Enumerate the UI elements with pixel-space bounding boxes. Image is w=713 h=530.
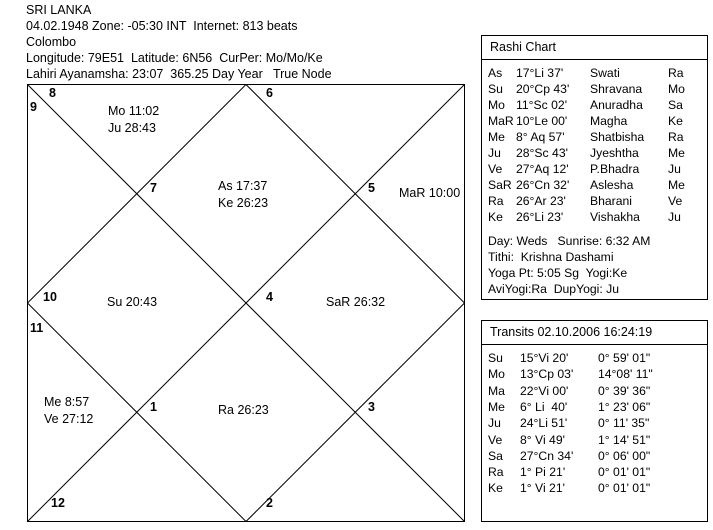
header-location: SRI LANKA: [26, 3, 92, 17]
transit-row: [482, 350, 707, 366]
rashi-yoga: Yoga Pt: 5:05 Sg Yogi:Ke: [488, 266, 628, 280]
rashi-nakshatra: Vishakha: [590, 210, 640, 224]
transit-motion: 14°08' 11": [598, 367, 653, 382]
rashi-chart-panel: [481, 35, 708, 300]
planets-house-7: As 17:37 Ke 26:23: [218, 179, 269, 210]
house-number-12: 12: [51, 496, 65, 510]
rashi-aviyogi: AviYogi:Ra DupYogi: Ju: [488, 282, 619, 296]
rashi-position: 26°Cn 32': [516, 178, 570, 192]
transit-position: 6° Li 40': [520, 399, 568, 414]
transit-position: 22°Vi 00': [520, 383, 569, 398]
rashi-row: [482, 209, 707, 225]
rashi-lord: Sa: [668, 98, 683, 112]
transit-planet: Me: [488, 399, 505, 414]
rashi-lord: Ve: [668, 194, 683, 208]
transit-row: [482, 383, 707, 399]
header-ayanamsha: Lahiri Ayanamsha: 23:07 365.25 Day Year True Node: [26, 67, 332, 81]
header-coordinates: Longitude: 79E51 Latitude: 6N56 CurPer: Mo/Mo/Ke: [26, 51, 323, 65]
rashi-lord: Ju: [668, 162, 681, 176]
rashi-planet: Me: [488, 130, 505, 144]
rashi-lord: Me: [668, 178, 685, 192]
rashi-planet: SaR: [488, 178, 512, 192]
rashi-lord: Me: [668, 146, 685, 160]
rashi-day-sunrise: Day: Weds Sunrise: 6:32 AM: [488, 234, 651, 248]
rashi-planet: Ke: [488, 210, 503, 224]
transit-row: [482, 464, 707, 480]
planets-house-8: Mo 11:02 Ju 28:43: [108, 104, 160, 135]
rashi-lord: Ra: [668, 130, 684, 144]
rashi-lord: Mo: [668, 82, 685, 96]
rashi-nakshatra: Anuradha: [590, 98, 643, 112]
rashi-row: [482, 81, 707, 97]
rashi-nakshatra: Jyeshtha: [590, 146, 639, 160]
rashi-row: [482, 161, 707, 177]
rashi-planet: Ju: [488, 146, 501, 160]
transit-motion: 1° 14' 51": [598, 432, 651, 447]
rashi-planet: MaR: [488, 114, 514, 128]
rashi-planet: Mo: [488, 98, 505, 112]
house-number-1: 1: [150, 400, 157, 414]
rashi-nakshatra: Shatbisha: [590, 130, 645, 144]
rashi-position: 20°Cp 43': [516, 82, 570, 96]
rashi-lord: Ra: [668, 66, 684, 80]
rashi-row: [482, 177, 707, 193]
house-number-11: 11: [30, 321, 44, 335]
transit-motion: 0° 59' 01": [598, 351, 651, 365]
rashi-position: 27°Aq 12': [516, 162, 569, 176]
house-number-7: 7: [150, 181, 157, 195]
rashi-row: [482, 65, 707, 81]
planets-house-10: Su 20:43: [107, 295, 158, 309]
rashi-row: [482, 97, 707, 113]
rashi-lord: Ke: [668, 114, 683, 128]
transit-motion: 1° 23' 06": [598, 399, 651, 414]
rashi-chart-title: Rashi Chart: [482, 36, 707, 60]
rashi-planet: Ve: [488, 162, 503, 176]
rashi-position: 17°Li 37': [516, 66, 564, 80]
rashi-position: 8° Aq 57': [516, 130, 565, 144]
rashi-planet: Su: [488, 82, 503, 96]
rashi-nakshatra: Swati: [590, 66, 620, 80]
rashi-lord: Ju: [668, 210, 681, 224]
transit-planet: Ra: [488, 465, 504, 480]
rashi-position: 28°Sc 43': [516, 146, 568, 160]
rashi-tithi: Tithi: Krishna Dashami: [488, 250, 614, 264]
house-number-2: 2: [266, 496, 273, 510]
transit-planet: Ju: [488, 416, 501, 431]
header-city: Colombo: [26, 35, 77, 49]
transit-row: [482, 399, 707, 415]
rashi-position: 11°Sc 02': [516, 98, 568, 112]
rashi-nakshatra: Bharani: [590, 194, 633, 208]
house-number-5: 5: [368, 181, 375, 195]
header-date-zone: 04.02.1948 Zone: -05:30 INT Internet: 813 beats: [26, 19, 298, 33]
transit-position: 8° Vi 49': [520, 432, 565, 447]
rashi-position: 10°Le 00': [516, 114, 568, 128]
transit-planet: Ma: [488, 383, 505, 398]
transits-title: Transits 02.10.2006 16:24:19: [482, 321, 707, 345]
house-number-6: 6: [266, 86, 273, 100]
rashi-row: [482, 193, 707, 209]
transit-planet: Sa: [488, 448, 503, 463]
transit-row: [482, 432, 707, 448]
transit-position: 13°Cp 03': [520, 367, 574, 382]
transit-row: [482, 448, 707, 464]
planets-house-5: MaR 10:00: [399, 186, 461, 200]
transit-position: 1° Vi 21': [520, 481, 565, 496]
transit-row: [482, 480, 707, 496]
transit-position: 1° Pi 21': [520, 465, 566, 480]
transit-motion: 0° 11' 35": [598, 416, 650, 431]
transit-motion: 0° 01' 01": [598, 465, 651, 480]
house-number-8: 8: [49, 86, 56, 100]
transits-panel: [481, 320, 708, 522]
transit-motion: 0° 39' 36": [598, 383, 651, 398]
house-number-3: 3: [368, 400, 375, 414]
planets-house-2: Ra 26:23: [218, 403, 269, 417]
transit-planet: Mo: [488, 367, 505, 382]
house-number-4: 4: [266, 290, 273, 304]
transit-position: 15°Vi 20': [520, 351, 569, 365]
rashi-planet: As: [488, 66, 503, 80]
transit-row: [482, 415, 707, 431]
rashi-nakshatra: P.Bhadra: [590, 162, 640, 176]
rashi-row: [482, 145, 707, 161]
transit-motion: 0° 01' 01": [598, 481, 651, 496]
transit-motion: 0° 06' 00": [598, 448, 651, 463]
transit-position: 27°Cn 34': [520, 448, 574, 463]
rashi-row: [482, 113, 707, 129]
rashi-planet: Ra: [488, 194, 504, 208]
transit-planet: Su: [488, 351, 503, 365]
house-number-9: 9: [30, 100, 37, 114]
rashi-nakshatra: Shravana: [590, 82, 643, 96]
transit-planet: Ke: [488, 481, 503, 496]
planets-house-1: Me 8:57 Ve 27:12: [44, 395, 94, 426]
rashi-row: [482, 129, 707, 145]
transit-planet: Ve: [488, 432, 503, 447]
house-number-10: 10: [43, 290, 57, 304]
rashi-nakshatra: Magha: [590, 114, 628, 128]
planets-house-4: SaR 26:32: [326, 295, 386, 309]
transit-position: 24°Li 51': [520, 416, 568, 431]
rashi-position: 26°Li 23': [516, 210, 564, 224]
rashi-nakshatra: Aslesha: [590, 178, 634, 192]
rashi-position: 26°Ar 23': [516, 194, 566, 208]
transit-row: [482, 366, 707, 382]
